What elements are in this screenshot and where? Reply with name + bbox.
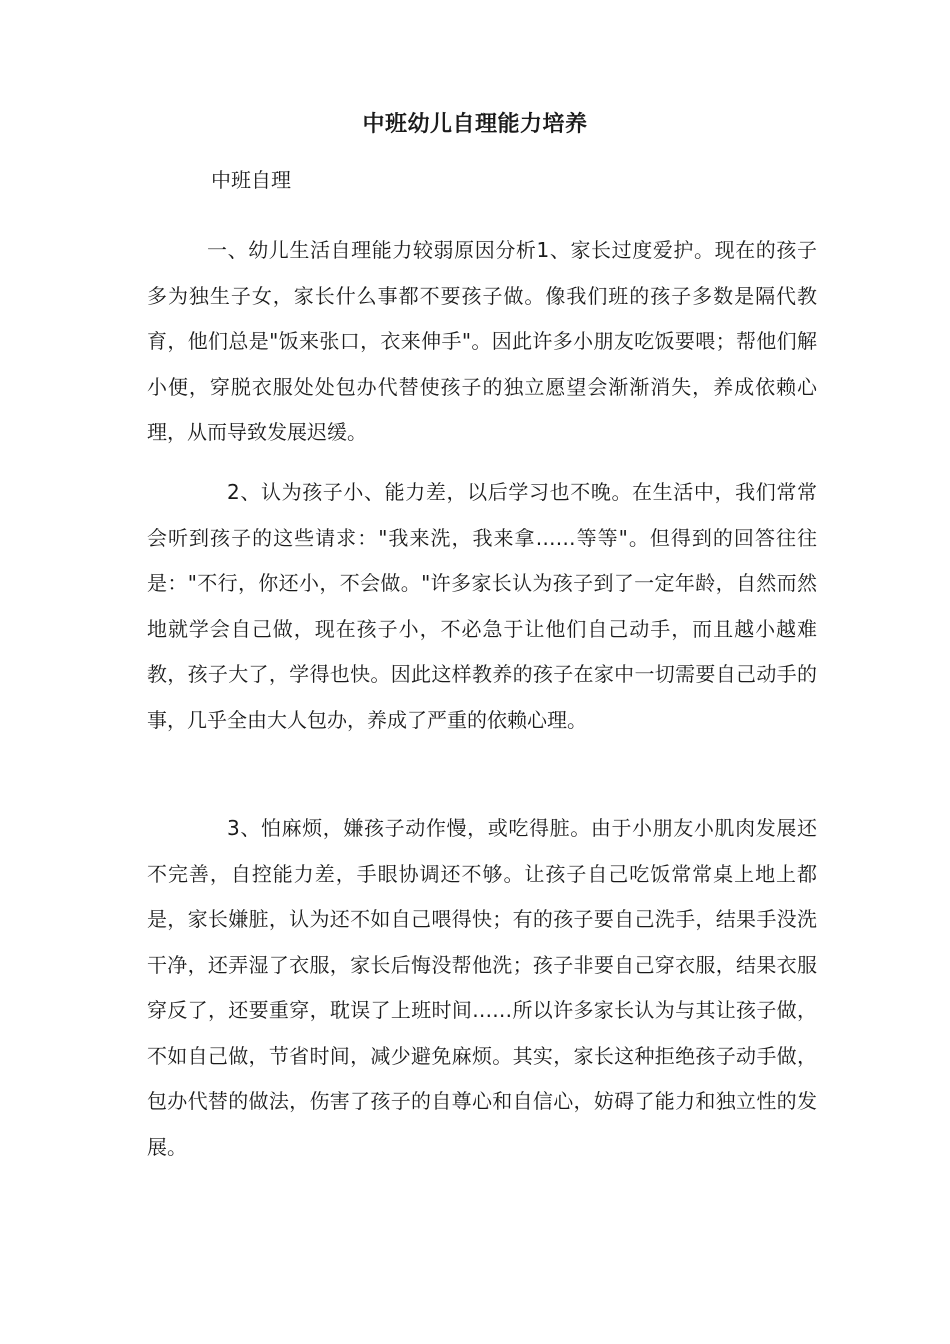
document-subtitle: 中班自理 (211, 168, 291, 192)
paragraph-3: 3、怕麻烦，嫌孩子动作慢，或吃得脏。由于小朋友小肌肉发展还不完善，自控能力差，手眼协调还不够。让孩子自己吃饭常常桌上地上都是，家长嫌脏，认为还不如自己喂得快；有的孩子要自己洗手，结果手没洗干净，还弄湿了衣服，家长后悔没帮他洗；孩子非要自己穿衣服，结果衣服穿反了，还要重穿，耽误了上班时间……所以许多家长认为与其让孩子做，不如自己做，节省时间，减少避免麻烦。其实，家长这种拒绝孩子动手做，包办代替的做法，伤害了孩子的自尊心和自信心，妨碍了能力和独立性的发展。 (147, 816, 817, 1159)
document-title: 中班幼儿自理能力培养 (362, 112, 588, 137)
paragraph-1: 一、幼儿生活自理能力较弱原因分析1、家长过度爱护。现在的孩子多为独生子女，家长什么事都不要孩子做。像我们班的孩子多数是隔代教育，他们总是"饭来张口，衣来伸手"。因此许多小朋友吃饭要喂；帮他们解小便，穿脱衣服处处包办代替使孩子的独立愿望会渐渐消失，养成依赖心理，从而导致发展迟缓。 (147, 238, 817, 444)
paragraph-2: 2、认为孩子小、能力差，以后学习也不晚。在生活中，我们常常会听到孩子的这些请求："我来洗，我来拿……等等"。但得到的回答往往是："不行，你还小，不会做。"许多家长认为孩子到了一定年龄，自然而然地就学会自己做，现在孩子小，不必急于让他们自己动手，而且越小越难教，孩子大了，学得也快。因此这样教养的孩子在家中一切需要自己动手的事，几乎全由大人包办，养成了严重的依赖心理。 (147, 480, 817, 732)
